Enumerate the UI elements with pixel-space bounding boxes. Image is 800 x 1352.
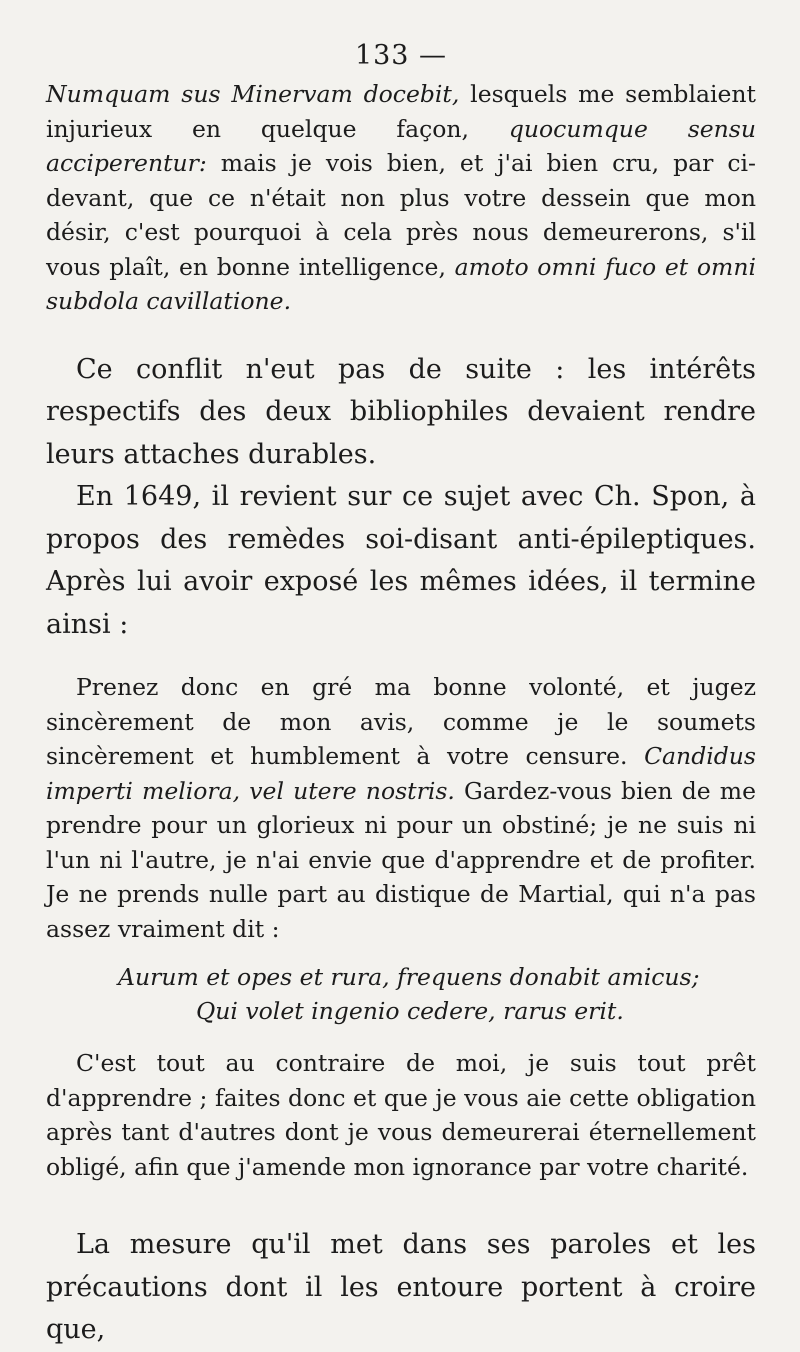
- quote-paragraph-3: C'est tout au contraire de moi, je suis tout prêt d'apprendre ; faites donc et que je vous aie cette obligation après tant d'autres dont je vous demeurerai éternellement obligé, afin que j'amende mon ignorance par votre charité.: [46, 1049, 756, 1181]
- body-paragraph-1: Ce conflit n'eut pas de suite : les intérêts respectifs des deux bibliophiles devaient rendre leurs attaches durables.: [46, 353, 756, 470]
- martial-distich: [46, 960, 756, 1028]
- quote-text: mais je vois bien, et j'ai bien cru, par ci-devant, que ce n'était non plus votre dessein que mon désir, c'est pourquoi à cela près nous demeurerons, s'il vous plaît, en bonne intelligence,: [46, 149, 756, 281]
- body-paragraph-3: La mesure qu'il met dans ses paroles et les précautions dont il les entoure portent à croire que,: [46, 1229, 756, 1345]
- latin-phrase: Numquam sus Minervam docebit,: [46, 80, 460, 108]
- latin-phrase: Candidus imperti meliora, vel utere nostris.: [46, 742, 756, 805]
- latin-phrase: quocumque sensu acciperentur:: [46, 114, 756, 177]
- verse-line-1: Aurum et opes et rura, frequens donabit amicus;: [118, 963, 700, 991]
- page-number: 133 —: [354, 40, 448, 71]
- quote-paragraph-2: [46, 670, 756, 946]
- quote-text: Prenez donc en gré ma bonne volonté, et jugez sincèrement de mon avis, comme je le soumets sincèrement et humblement à votre censure.: [46, 673, 756, 770]
- quote-paragraph-1: [46, 77, 756, 319]
- latin-phrase: amoto omni fuco et omni subdola cavillatione.: [46, 252, 756, 315]
- quote-text: Gardez-vous bien de me prendre pour un glorieux ni pour un obstiné; je ne suis ni l'un ni l'autre, je n'ai envie que d'apprendre et de profiter. Je ne prends nulle part au distique de Martial, qui n'a pas assez vraiment dit :: [46, 776, 756, 943]
- quote-text: lesquels me semblaient injurieux en quelque façon,: [46, 80, 756, 143]
- body-paragraph-2: En 1649, il revient sur ce sujet avec Ch. Spon, à propos des remèdes soi-disant anti-épileptiques. Après lui avoir exposé les mêmes idées, il termine ainsi :: [46, 481, 756, 640]
- verse-line-2: Qui volet ingenio cedere, rarus erit.: [196, 997, 624, 1025]
